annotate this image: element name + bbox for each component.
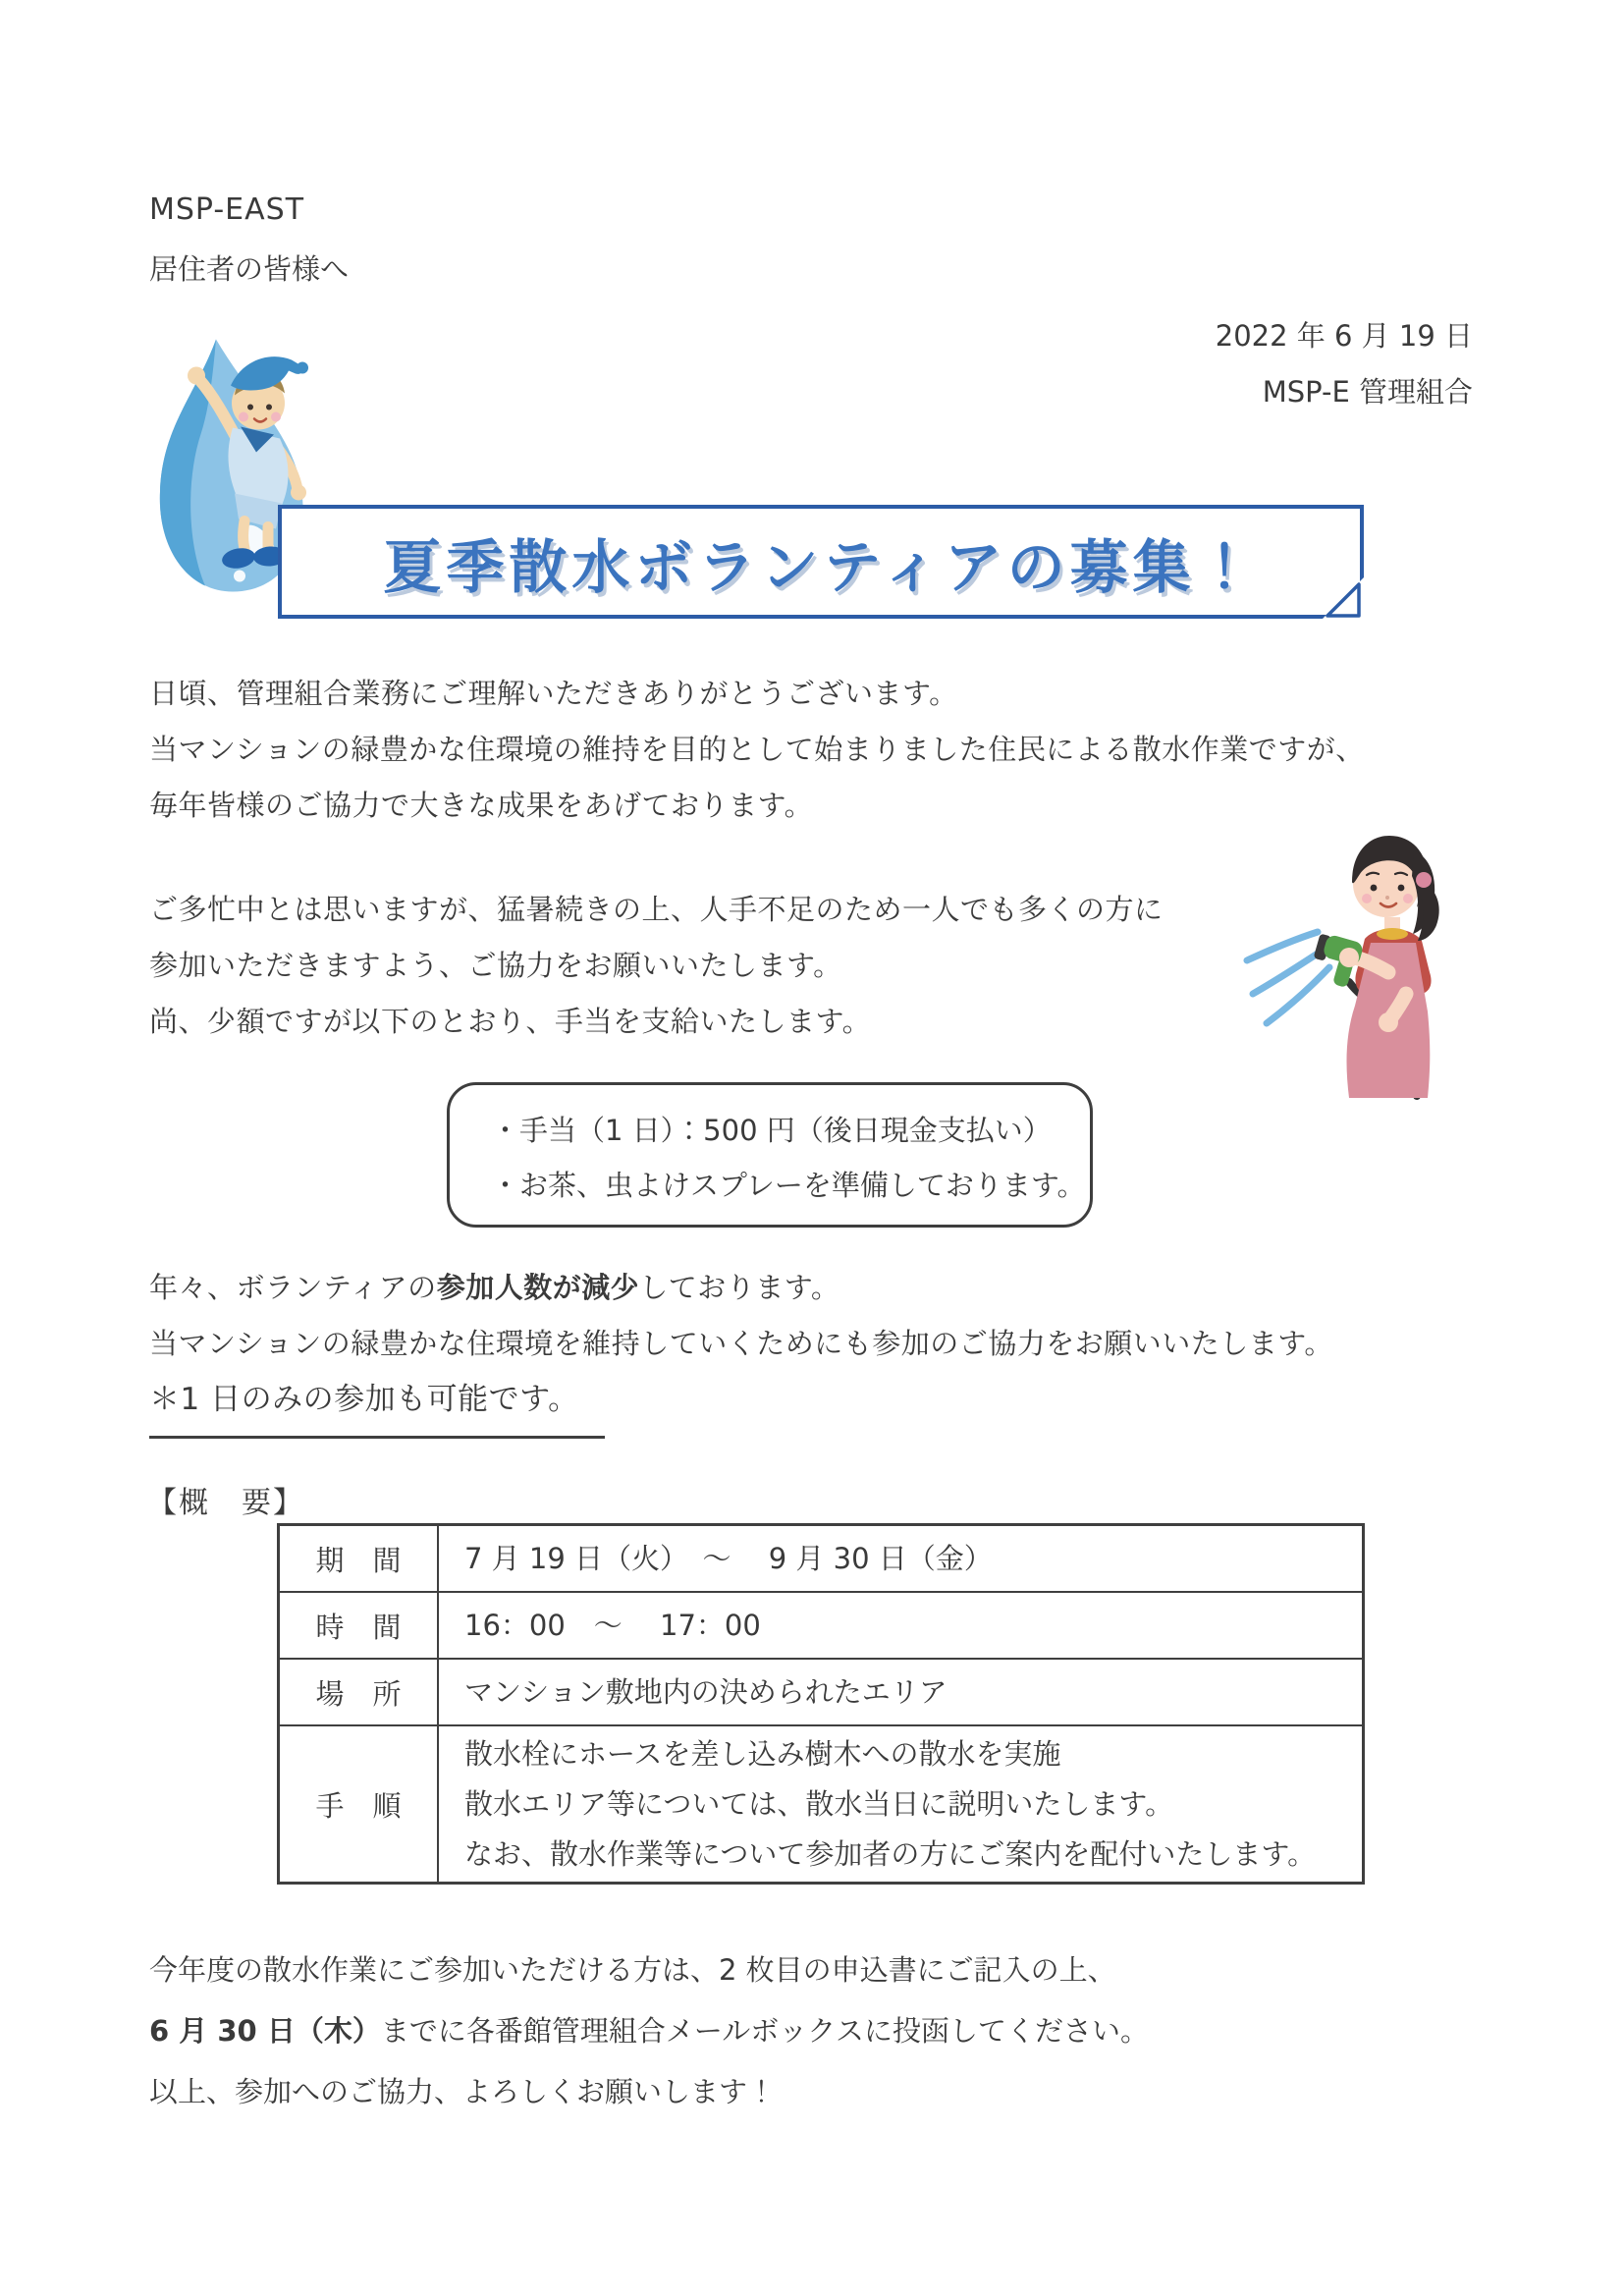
issue-date: 2022 年 6 月 19 日 [1215, 319, 1473, 353]
table-row-period [280, 1526, 1362, 1591]
allowance-line-2: ・お茶、虫よけスプレーを準備しております。 [491, 1169, 1086, 1202]
request-paragraph [149, 882, 1164, 1050]
row-value-time: 16：00 ～ 17：00 [464, 1608, 761, 1642]
row-label-time: 時 間 [280, 1593, 439, 1658]
procedure-line-3: なお、散水作業等について参加者の方にご案内を配付いたします。 [464, 1836, 1317, 1871]
row-label-place: 場 所 [280, 1660, 439, 1724]
overview-table [277, 1523, 1365, 1885]
row-label-procedure: 手 順 [280, 1726, 439, 1882]
appeal-line-2: 当マンションの緑豊かな住環境を維持していくためにも参加のご協力をお願いいたします。 [149, 1327, 1333, 1360]
issuer-name: MSP-E 管理組合 [1262, 375, 1473, 409]
row-value-place: マンション敷地内の決められたエリア [464, 1674, 947, 1709]
intro-paragraph [149, 666, 1365, 834]
allowance-line-1: ・手当（1 日）：500 円（後日現金支払い） [491, 1114, 1052, 1147]
building-label: MSP-EAST [149, 192, 305, 227]
intro-line-3: 毎年皆様のご協力で大きな成果をあげております。 [149, 789, 814, 822]
closing-paragraph [149, 1940, 1149, 2122]
appeal-bold-text: 参加人数が減少 [436, 1271, 640, 1304]
table-row-place [280, 1658, 1362, 1724]
row-label-period: 期 間 [280, 1526, 439, 1591]
date-issuer-block [1216, 308, 1473, 420]
row-value-period: 7 月 19 日（火） ～ 9 月 30 日（金） [464, 1541, 993, 1575]
request-line-2: 参加いただきますよう、ご協力をお願いいたします。 [149, 949, 842, 982]
appeal-line-1: 年々、ボランティアの参加人数が減少しております。 [149, 1271, 840, 1304]
closing-deadline: 6 月 30 日（木） [149, 2014, 381, 2048]
intro-line-1: 日頃、管理組合業務にご理解いただきありがとうございます。 [149, 677, 958, 710]
intro-line-2: 当マンションの緑豊かな住環境の維持を目的として始まりました住民による散水作業ですが、 [149, 733, 1365, 766]
page-title: 夏季散水ボランティアの募集！ [383, 532, 1259, 601]
table-row-procedure [280, 1724, 1362, 1882]
request-line-1: ご多忙中とは思いますが、猛暑続きの上、人手不足のため一人でも多くの方に [149, 893, 1164, 926]
closing-line-2: 6 月 30 日（木）までに各番館管理組合メールボックスに投函してください。 [149, 2014, 1149, 2048]
table-row-time [280, 1591, 1362, 1658]
title-banner [278, 505, 1364, 619]
appeal-paragraph [149, 1260, 1333, 1439]
request-line-3: 尚、少額ですが以下のとおり、手当を支給いたします。 [149, 1005, 872, 1038]
allowance-info-box [447, 1082, 1093, 1228]
overview-heading: 【概 要】 [147, 1486, 304, 1520]
procedure-line-2: 散水エリア等については、散水当日に説明いたします。 [464, 1786, 1174, 1821]
closing-line-1: 今年度の散水作業にご参加いただける方は、2 枚目の申込書にご記入の上、 [149, 1953, 1116, 1987]
closing-line-3: 以上、参加へのご協力、よろしくお願いします！ [149, 2075, 777, 2108]
procedure-line-1: 散水栓にホースを差し込み樹木への散水を実施 [464, 1736, 1061, 1771]
appeal-note-line: ＊1 日のみの参加も可能です。 [149, 1372, 1333, 1439]
banner-fold-corner-icon [1323, 577, 1364, 619]
watering-woman-illustration [1239, 813, 1445, 1108]
addressee-line: 居住者の皆様へ [149, 252, 350, 286]
